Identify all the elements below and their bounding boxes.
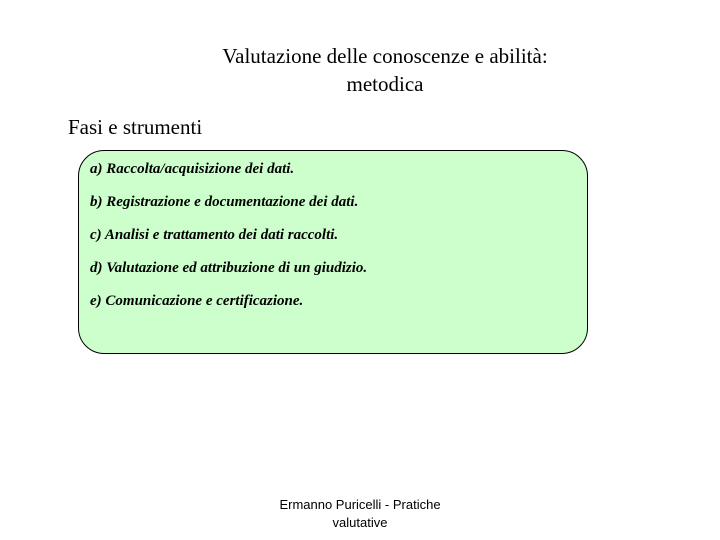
slide-title-line-2: metodica xyxy=(346,72,424,96)
footer-line-2: valutative xyxy=(332,515,388,530)
slide-title xyxy=(100,42,670,98)
step-a: a) Raccolta/acquisizione dei dati. xyxy=(90,161,295,177)
footer-line-1: Ermanno Puricelli - Pratiche xyxy=(279,497,441,512)
slide-subtitle: Fasi e strumenti xyxy=(68,115,203,139)
step-d: d) Valutazione ed attribuzione di un giudizio. xyxy=(90,260,368,276)
steps-box xyxy=(78,150,588,354)
step-e: e) Comunicazione e certificazione. xyxy=(90,293,304,309)
step-c: c) Analisi e trattamento dei dati raccolti. xyxy=(90,227,339,243)
slide-title-line-1: Valutazione delle conoscenze e abilità: xyxy=(222,44,548,68)
slide-footer xyxy=(260,496,460,532)
step-b: b) Registrazione e documentazione dei dati. xyxy=(90,194,359,210)
